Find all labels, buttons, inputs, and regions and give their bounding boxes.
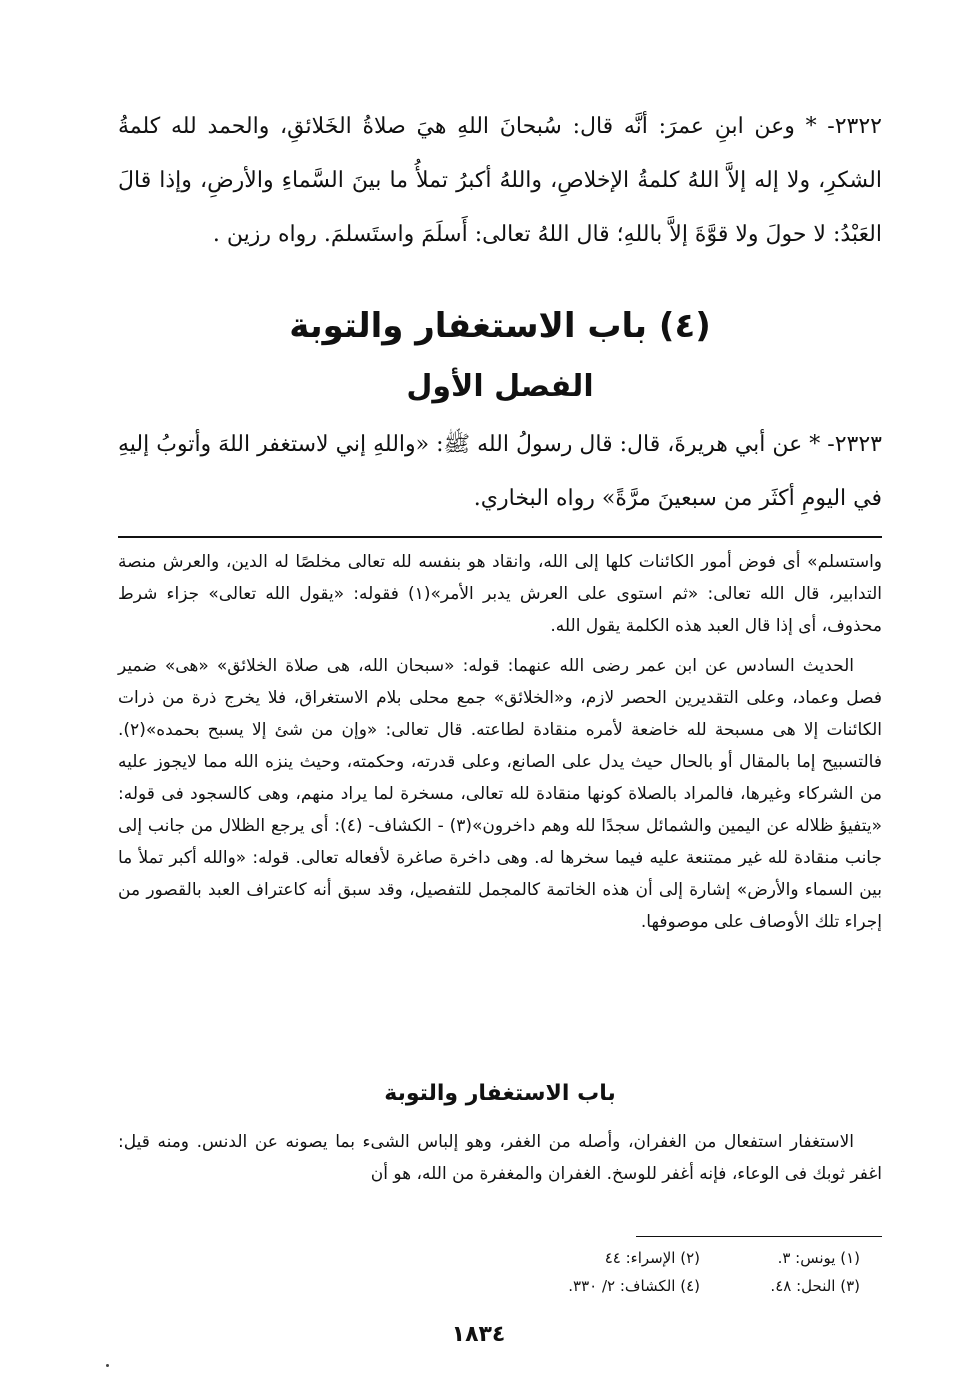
main-text-divider — [118, 536, 882, 538]
footnote-4: (٤) الكشاف: ٢/ ٣٣٠. — [568, 1277, 700, 1295]
scan-speck — [106, 1364, 109, 1367]
footnote-row-2 — [400, 1272, 860, 1300]
page-number: ١٨٣٤ — [451, 1322, 506, 1347]
commentary-paragraph-3: الاستغفار استفعال من الغفران، وأصله من الغفر، وهو إلباس الشىء بما يصونه عن الدنس. ومنه قيل: اغفر ثوبك فى الوعاء، فإنه أغفر للوسخ. الغفران والمغفرة من الله، هو أن — [118, 1132, 882, 1184]
hadith-2323-paragraph: ٢٣٢٣- * عن أبي هريرةَ، قال: قال رسولُ الله ﷺ: «واللهِ إني لاستغفر اللهَ وأتوبُ إليهِ في اليومِ أكثَر من سبعينَ مرَّةً» رواه البخاري. — [118, 432, 882, 511]
footnote-divider — [636, 1236, 882, 1237]
commentary-paragraph-2: الحديث السادس عن ابن عمر رضى الله عنهما: قوله: «سبحان الله، هى صلاة الخلائق» «هى» ضمير فصل وعماد، وعلى التقديرين الحصر لازم، و«الخلائق» جمع محلى بلام الاستغراق، فلا يخرج ذرة من ذرات الكائنات إلا هى مسبحة لله خاضعة لأمره منقادة لطاعته. قال تعالى: «وإن من شئ إلا يسبح بحمده»(٢). فالتسبيح إما بالمقال أو بالحال حيث يدل على الصانع، وعلى قدرته، وحكمته، وحيث ينزه الله مما لايجوز عليه من الشركاء وغيرها، فالمراد بالصلاة كونها منقادة لله تعالى، مسخرة لما يراد منهم، وهى كالسجود فى قوله: «يتفيؤ ظلاله عن اليمين والشمائل سجدًا لله وهم داخرون»(٣) - الكشاف- (٤): أى يرجع الظلال من جانب إلى جانب منقادة لله غير ممتنعة عليه فيما سخرها له. وهى داخرة صاغرة لأفعاله تعالى. قوله: «والله أكبر تملأ ما بين السماء والأرض» إشارة إلى أن هذه الخاتمة كالمجمل للتفصيل، وقد سبق أنه كاعتراف العبد بالقصور من إجراء تلك الأوصاف على موصوفها. — [118, 656, 882, 932]
footnote-2: (٢) الإسراء: ٤٤ — [604, 1249, 700, 1267]
section-heading: الفصل الأول — [406, 369, 594, 404]
footnote-3: (٣) النحل: ٤٨. — [770, 1277, 860, 1295]
hadith-2322-paragraph: ٢٣٢٢- * وعن ابنِ عمرَ: أنَّه قال: سُبحانَ اللهِ هيَ صلاةُ الخَلائقِ، والحمد لله كلمةُ الشكرِ، ولا إله إلاَّ اللهُ كلمةُ الإخلاصِ، واللهُ أكبرُ تملأُ ما بينَ السَّماءِ والأرضِ، وإذا قالَ العَبْدُ: لا حولَ ولا قوَّةَ إلاَّ باللهِ؛ قال اللهُ تعالى: أَسلَمَ واستَسلمَ. رواه رزين . — [118, 114, 882, 247]
footnotes — [400, 1244, 860, 1300]
commentary-block-2 — [118, 1126, 882, 1190]
commentary-subheading: باب الاستغفار والتوبة — [384, 1081, 616, 1106]
footnote-row-1 — [400, 1244, 860, 1272]
chapter-heading: (٤) باب الاستغفار والتوبة — [289, 306, 711, 346]
commentary-paragraph-1: واستسلم» أى فوض أمور الكائنات كلها إلى الله، وانقاد هو بنفسه لله تعالى مخلصًا له الدين، والعرش منصة التدابير، قال الله تعالى: «ثم استوى على العرش يدبر الأمر»(١) فقوله: «يقول الله تعالى» جزاء شرط محذوف، أى إذا قال العبد هذه الكلمة يقول الله. — [118, 552, 882, 636]
commentary-block — [118, 546, 882, 938]
footnote-1: (١) يونس: ٣. — [777, 1249, 860, 1267]
